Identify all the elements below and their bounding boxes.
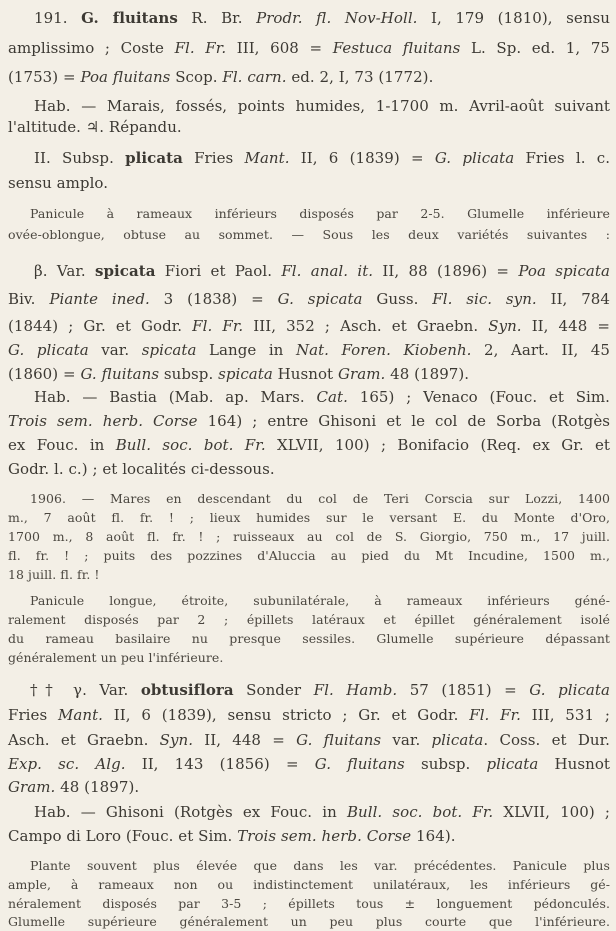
- var-obtusiflora-desc-1: Plante souvent plus élevée que dans les var. précédentes. Panicule plus: [30, 858, 610, 873]
- var-spicata-habitat-1: Hab. — Bastia (Mab. ap. Mars. Cat. 165) ; Venaco (Fouc. et Sim.: [34, 388, 610, 406]
- var-obtusiflora-line-3: Asch. et Graebn. Syn. II, 448 = G. fluitans var. plicata. Coss. et Dur.: [8, 731, 610, 749]
- var-obtusiflora-line-2: Fries Mant. II, 6 (1839), sensu stricto ; Gr. et Godr. Fl. Fr. III, 531 ;: [8, 706, 610, 724]
- entry-191-habitat: Hab. — Marais, fossés, points humides, 1-1700 m. Avril-août suivant: [34, 97, 610, 115]
- var-spicata-line-4: G. plicata var. spicata Lange in Nat. Foren. Kiobenh. 2, Aart. II, 45: [8, 341, 610, 359]
- var-name: spicata: [95, 262, 156, 280]
- var-spicata-desc-2: ralement disposés par 2 ; épillets latéraux et épillet généralement isolé: [8, 612, 610, 627]
- var-obtusiflora-habitat-1: Hab. — Ghisoni (Rotgès ex Fouc. in Bull. soc. bot. Fr. XLVII, 100) ;: [34, 803, 611, 821]
- var-spicata-line-2: Biv. Piante ined. 3 (1838) = G. spicata Guss. Fl. sic. syn. II, 784: [8, 290, 610, 308]
- var-spicata-desc-4: généralement un peu l'inférieure.: [8, 650, 224, 665]
- var-spicata-habitat-3: ex Fouc. in Bull. soc. bot. Fr. XLVII, 100) ; Bonifacio (Req. ex Gr. et: [8, 436, 610, 454]
- var-obtusiflora-desc-4: Glumelle supérieure généralement un peu plus courte que l'inférieure.: [8, 914, 610, 929]
- subsp-description-1: Panicule à rameaux inférieurs disposés par 2-5. Glumelle inférieure: [30, 206, 610, 221]
- taxon-name: G. fluitans: [81, 9, 178, 27]
- collection-1906-line-3: 1700 m., 8 août fl. fr. ! ; ruisseaux au col de S. Giorgio, 750 m., 17 juill.: [8, 529, 610, 544]
- var-spicata-desc-1: Panicule longue, étroite, subunilatérale, à rameaux inférieurs géné-: [30, 593, 610, 608]
- var-spicata-line-5: (1860) = G. fluitans subsp. spicata Husnot Gram. 48 (1897).: [8, 365, 470, 383]
- subsp-description-2: ovée-oblongue, obtuse au sommet. — Sous les deux variétés suivantes :: [8, 227, 610, 242]
- subsp-plicata-line-2: sensu amplo.: [8, 174, 109, 192]
- var-spicata-line-1: β. Var. spicata Fiori et Paol. Fl. anal. it. II, 88 (1896) = Poa spicata: [34, 262, 610, 280]
- entry-191-line-2: amplissimo ; Coste Fl. Fr. III, 608 = Festuca fluitans L. Sp. ed. 1, 75: [8, 39, 611, 57]
- var-obtusiflora-line-5: Gram. 48 (1897).: [8, 778, 140, 796]
- var-spicata-desc-3: du rameau basilaire nu presque sessiles. Glumelle supérieure dépassant: [8, 631, 610, 646]
- entry-191-line-3: (1753) = Poa fluitans Scop. Fl. carn. ed. 2, I, 73 (1772).: [8, 68, 434, 86]
- collection-1906-line-5: 18 juill. fl. fr. !: [8, 567, 100, 582]
- var-obtusiflora-desc-2: ample, à rameaux non ou indistinctement unilatéraux, les inférieurs gé-: [8, 877, 610, 892]
- var-obtusiflora-desc-3: néralement disposés par 3-5 ; épillets tous ± longuement pédonculés.: [8, 896, 610, 911]
- var-spicata-habitat-2: Trois sem. herb. Corse 164) ; entre Ghisoni et le col de Sorba (Rotgès: [8, 412, 610, 430]
- var-obtusiflora-habitat-2: Campo di Loro (Fouc. et Sim. Trois sem. herb. Corse 164).: [8, 827, 456, 845]
- entry-191-line-1: 191. G. fluitans R. Br. Prodr. fl. Nov-Holl. I, 179 (1810), sensu: [34, 9, 610, 27]
- var-obtusiflora-line-1: †† γ. Var. obtusiflora Sonder Fl. Hamb. 57 (1851) = G. plicata: [30, 681, 610, 699]
- var-spicata-habitat-4: Godr. l. c.) ; et localités ci-dessous.: [8, 460, 275, 478]
- var-spicata-line-3: (1844) ; Gr. et Godr. Fl. Fr. III, 352 ; Asch. et Graebn. Syn. II, 448 =: [8, 317, 610, 335]
- var-name: obtusiflora: [140, 681, 234, 699]
- collection-1906-line-1: 1906. — Mares en descendant du col de Teri Corscia sur Lozzi, 1400: [30, 491, 610, 506]
- subsp-plicata-line-1: II. Subsp. plicata Fries Mant. II, 6 (1839) = G. plicata Fries l. c.: [34, 149, 611, 167]
- var-obtusiflora-line-4: Exp. sc. Alg. II, 143 (1856) = G. fluitans subsp. plicata Husnot: [8, 755, 610, 773]
- collection-1906-line-4: fl. fr. ! ; puits des pozzines d'Aluccia au pied du Mt Incudine, 1500 m.,: [8, 548, 610, 563]
- entry-191-habitat-cont: l'altitude. ♃. Répandu.: [8, 118, 182, 136]
- collection-1906-line-2: m., 7 août fl. fr. ! ; lieux humides sur le versant E. du Monte d'Oro,: [8, 510, 610, 525]
- subsp-name: plicata: [125, 149, 183, 167]
